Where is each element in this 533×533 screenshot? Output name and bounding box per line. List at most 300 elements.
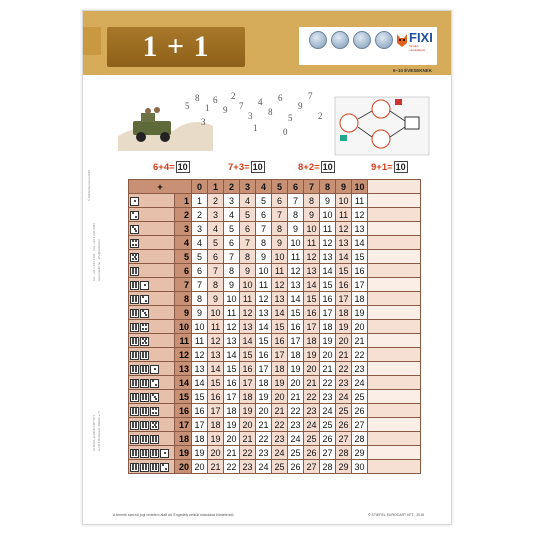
die-icon [130,379,139,388]
sum-cell: 12 [208,334,224,348]
sum-cell: 20 [304,362,320,376]
brand-name: FIXI [409,30,433,45]
sum-cell: 16 [272,334,288,348]
blank-answer-cell [368,418,421,432]
die-icon [150,435,159,444]
blank-answer-cell [368,362,421,376]
dice-cell [129,446,175,460]
sum-cell: 17 [224,390,240,404]
sum-cell: 9 [208,292,224,306]
side-text-2: Tel.: +36 1 246-4100 · Fax: +36 1 246-5386 [92,223,96,281]
sum-cell: 24 [288,432,304,446]
die-icon [140,295,149,304]
example-answer: 10 [177,162,188,172]
example-equation-4 [371,161,408,173]
sum-cell: 7 [240,236,256,250]
svg-text:5: 5 [185,101,190,111]
blank-answer-cell [368,446,421,460]
dice-cell [129,306,175,320]
sum-cell: 13 [352,222,368,236]
svg-text:2: 2 [318,111,323,121]
die-icon [150,463,159,472]
sum-cell: 21 [224,446,240,460]
die-icon [130,225,139,234]
sum-cell: 22 [256,432,272,446]
dice-cell [129,334,175,348]
sum-cell: 6 [240,222,256,236]
sum-cell: 21 [208,460,224,474]
sum-cell: 20 [192,460,208,474]
sum-cell: 7 [288,194,304,208]
sum-cell: 12 [272,278,288,292]
sum-cell: 1 [192,194,208,208]
sum-cell: 19 [192,446,208,460]
publisher-footer: © STIEFEL EUROCART KFT., 2015 [368,513,425,517]
sum-cell: 9 [288,222,304,236]
sum-cell: 9 [240,264,256,278]
blank-answer-cell [368,264,421,278]
sum-cell: 4 [224,208,240,222]
sum-cell: 19 [352,306,368,320]
column-header: 6 [288,180,304,194]
badge-icon-4 [375,31,393,49]
sum-cell: 16 [224,376,240,390]
example-expr: 8+2= [298,161,320,173]
svg-text:9: 9 [223,105,228,115]
column-header: 1 [208,180,224,194]
die-icon [140,309,149,318]
table-row [129,418,421,432]
sum-cell: 12 [320,236,336,250]
sum-cell: 20 [224,432,240,446]
sum-cell: 18 [288,348,304,362]
sum-cell: 26 [320,432,336,446]
sum-cell: 13 [256,306,272,320]
column-header: 10 [352,180,368,194]
sum-cell: 7 [224,250,240,264]
sum-cell: 9 [192,306,208,320]
table-row [129,334,421,348]
sum-cell: 20 [272,390,288,404]
svg-text:9: 9 [298,101,303,111]
dice-cell [129,376,175,390]
sum-cell: 19 [320,334,336,348]
sum-cell: 23 [240,460,256,474]
dice-cell [129,404,175,418]
die-icon [130,365,139,374]
sum-cell: 15 [272,320,288,334]
sum-cell: 18 [272,362,288,376]
blank-answer-cell [368,208,421,222]
row-header: 8 [175,292,192,306]
sum-cell: 17 [336,292,352,306]
table-row [129,348,421,362]
sum-cell: 22 [272,418,288,432]
sum-cell: 5 [208,236,224,250]
sum-cell: 27 [336,432,352,446]
sum-cell: 20 [208,446,224,460]
example-equation-2 [228,161,265,173]
sum-cell: 12 [224,320,240,334]
sum-cell: 27 [352,418,368,432]
sum-cell: 17 [240,376,256,390]
sum-cell: 21 [288,390,304,404]
dice-cell [129,390,175,404]
die-icon [130,211,139,220]
sum-cell: 16 [288,320,304,334]
sum-cell: 13 [192,362,208,376]
die-icon [150,421,159,430]
sum-cell: 22 [288,404,304,418]
sum-cell: 2 [192,208,208,222]
die-icon [130,295,139,304]
sum-cell: 28 [320,460,336,474]
side-text-3: www.stiefel.hu · info@stiefel.hu [97,239,101,281]
sum-cell: 16 [320,292,336,306]
sum-cell: 21 [336,348,352,362]
sum-cell: 16 [192,404,208,418]
column-header: 0 [192,180,208,194]
sum-cell: 14 [240,334,256,348]
sum-cell: 17 [256,362,272,376]
column-header: 2 [224,180,240,194]
sum-cell: 12 [256,292,272,306]
blank-answer-cell [368,236,421,250]
sum-cell: 21 [240,432,256,446]
die-icon [150,407,159,416]
sum-cell: 17 [192,418,208,432]
poster-title: 1 + 1 [107,27,245,67]
sum-cell: 19 [336,320,352,334]
sum-cell: 4 [208,222,224,236]
table-row [129,236,421,250]
svg-text:7: 7 [239,101,244,111]
row-header: 10 [175,320,192,334]
sum-cell: 20 [336,334,352,348]
blank-answer-cell [368,194,421,208]
column-header: 3 [240,180,256,194]
row-header: 13 [175,362,192,376]
die-icon [130,449,139,458]
sum-cell: 3 [224,194,240,208]
sum-cell: 19 [304,348,320,362]
sum-cell: 14 [208,362,224,376]
sum-cell: 12 [240,306,256,320]
sum-cell: 18 [304,334,320,348]
sum-cell: 10 [240,278,256,292]
sum-cell: 10 [208,306,224,320]
die-icon [130,323,139,332]
row-header: 17 [175,418,192,432]
badge-icon-3 [353,31,371,49]
die-icon [130,407,139,416]
svg-text:3: 3 [248,111,253,121]
dice-cell [129,222,175,236]
sum-cell: 14 [272,306,288,320]
sum-cell: 24 [304,418,320,432]
sum-cell: 11 [256,278,272,292]
copyright-notice: A termék szerzői jogi védelem alatt áll. Engedély nélküli másolása büntetendő. [113,513,235,517]
die-icon [150,379,159,388]
die-icon [130,351,139,360]
blank-answer-cell [368,222,421,236]
sum-cell: 11 [192,334,208,348]
row-header: 2 [175,208,192,222]
sum-cell: 8 [304,194,320,208]
sum-cell: 3 [208,208,224,222]
sum-cell: 8 [240,250,256,264]
sum-cell: 22 [304,390,320,404]
sum-cell: 5 [224,222,240,236]
sum-cell: 11 [320,222,336,236]
blank-answer-cell [368,376,421,390]
sum-cell: 22 [320,376,336,390]
dice-cell [129,292,175,306]
sum-cell: 27 [304,460,320,474]
sum-cell: 25 [304,432,320,446]
sum-cell: 25 [320,418,336,432]
header-band-accent [83,27,101,55]
sum-cell: 19 [272,376,288,390]
sum-cell: 15 [208,376,224,390]
sum-cell: 14 [352,236,368,250]
sum-cell: 21 [352,334,368,348]
row-header: 5 [175,250,192,264]
sum-cell: 23 [320,390,336,404]
die-icon [130,267,139,276]
sum-cell: 30 [352,460,368,474]
sum-cell: 14 [320,264,336,278]
sum-cell: 22 [336,362,352,376]
sum-cell: 26 [288,460,304,474]
sum-cell: 23 [272,432,288,446]
sum-cell: 14 [288,292,304,306]
sum-cell: 13 [224,334,240,348]
sum-cell: 17 [288,334,304,348]
sum-cell: 8 [208,278,224,292]
example-equation-3 [298,161,335,173]
sum-cell: 17 [304,320,320,334]
die-icon [130,309,139,318]
sum-cell: 12 [304,250,320,264]
die-icon [150,393,159,402]
die-icon [130,337,139,346]
sum-cell: 21 [304,376,320,390]
die-icon [130,421,139,430]
sum-cell: 11 [208,320,224,334]
sum-cell: 19 [240,404,256,418]
sum-cell: 10 [272,250,288,264]
table-row [129,208,421,222]
sum-cell: 13 [336,236,352,250]
answer-column-header [368,180,421,194]
sum-cell: 13 [272,292,288,306]
table-row [129,278,421,292]
die-icon [150,449,159,458]
sum-cell: 6 [256,208,272,222]
blank-answer-cell [368,390,421,404]
sum-cell: 22 [240,446,256,460]
sum-cell: 5 [240,208,256,222]
sum-cell: 11 [336,208,352,222]
sum-cell: 8 [272,222,288,236]
table-row [129,390,421,404]
column-header: 4 [256,180,272,194]
side-text-5: H-1118 Budapest, Rétköz u. 5. [97,410,101,451]
row-header: 15 [175,390,192,404]
die-icon [160,463,169,472]
sum-cell: 26 [352,404,368,418]
sum-cell: 9 [320,194,336,208]
sum-cell: 7 [192,278,208,292]
sum-cell: 19 [256,390,272,404]
sum-cell: 6 [208,250,224,264]
sum-cell: 4 [240,194,256,208]
die-icon [140,407,149,416]
sum-cell: 18 [352,292,368,306]
row-header: 11 [175,334,192,348]
sum-cell: 20 [240,418,256,432]
sum-cell: 14 [256,320,272,334]
sum-cell: 18 [224,404,240,418]
sum-cell: 15 [256,334,272,348]
sum-cell: 8 [192,292,208,306]
sum-cell: 15 [304,292,320,306]
sum-cell: 12 [352,208,368,222]
sum-cell: 17 [320,306,336,320]
sum-cell: 10 [192,320,208,334]
dice-cell [129,236,175,250]
table-row [129,460,421,474]
dice-cell [129,208,175,222]
svg-text:0: 0 [283,127,288,137]
die-icon [140,281,149,290]
example-answer: 10 [252,162,263,172]
sum-cell: 20 [256,404,272,418]
sum-cell: 23 [336,376,352,390]
row-header: 12 [175,348,192,362]
side-text-1: © Stiefel Eurocart 2015 [87,169,91,201]
sum-cell: 9 [224,278,240,292]
die-icon [130,239,139,248]
sum-cell: 23 [256,446,272,460]
sum-cell: 29 [336,460,352,474]
sum-cell: 19 [288,362,304,376]
sum-cell: 21 [256,418,272,432]
row-header: 6 [175,264,192,278]
dice-cell [129,432,175,446]
fixi-logo [395,30,435,50]
svg-text:7: 7 [308,91,313,101]
die-icon [140,449,149,458]
die-icon [140,351,149,360]
sum-cell: 24 [256,460,272,474]
blank-answer-cell [368,250,421,264]
dice-cell [129,278,175,292]
sum-cell: 9 [304,208,320,222]
sum-cell: 11 [224,306,240,320]
sum-cell: 12 [192,348,208,362]
row-header: 19 [175,446,192,460]
sum-cell: 6 [272,194,288,208]
sum-cell: 6 [224,236,240,250]
sum-cell: 25 [288,446,304,460]
blank-answer-cell [368,460,421,474]
sum-cell: 16 [208,390,224,404]
svg-text:5: 5 [288,113,293,123]
column-header: 9 [336,180,352,194]
die-icon [140,337,149,346]
badge-icon-2 [331,31,349,49]
sum-cell: 2 [208,194,224,208]
sum-cell: 20 [288,376,304,390]
table-row [129,320,421,334]
sum-cell: 4 [192,236,208,250]
sum-cell: 13 [208,348,224,362]
sum-cell: 16 [304,306,320,320]
dice-cell [129,250,175,264]
sum-cell: 10 [320,208,336,222]
sum-cell: 23 [304,404,320,418]
sum-cell: 11 [272,264,288,278]
row-header: 7 [175,278,192,292]
sum-cell: 6 [192,264,208,278]
addition-diagram [335,97,429,155]
svg-text:1: 1 [205,103,210,113]
sum-cell: 11 [304,236,320,250]
sum-cell: 10 [224,292,240,306]
sum-cell: 22 [224,460,240,474]
sum-cell: 10 [304,222,320,236]
fox-mascot-icon [395,30,409,48]
sum-cell: 18 [208,418,224,432]
sum-cell: 15 [224,362,240,376]
row-header: 20 [175,460,192,474]
svg-text:4: 4 [258,97,263,107]
sum-cell: 13 [304,264,320,278]
table-row [129,362,421,376]
sum-cell: 25 [336,404,352,418]
sum-cell: 9 [256,250,272,264]
die-icon [140,393,149,402]
sum-cell: 21 [272,404,288,418]
table-row [129,432,421,446]
table-row [129,292,421,306]
sum-cell: 7 [208,264,224,278]
sum-cell: 24 [320,404,336,418]
sum-cell: 20 [320,348,336,362]
sum-cell: 18 [320,320,336,334]
sum-cell: 12 [336,222,352,236]
die-icon [160,449,169,458]
sum-cell: 14 [224,348,240,362]
example-expr: 9+1= [371,161,393,173]
sum-cell: 16 [240,362,256,376]
sum-cell: 12 [288,264,304,278]
sum-cell: 26 [304,446,320,460]
row-header: 16 [175,404,192,418]
sum-cell: 27 [320,446,336,460]
svg-text:3: 3 [201,117,206,127]
blank-answer-cell [368,320,421,334]
example-expr: 6+4= [153,161,175,173]
row-header: 1 [175,194,192,208]
sum-cell: 22 [352,348,368,362]
sum-cell: 18 [192,432,208,446]
sum-cell: 14 [336,250,352,264]
sum-cell: 10 [336,194,352,208]
sum-cell: 7 [272,208,288,222]
